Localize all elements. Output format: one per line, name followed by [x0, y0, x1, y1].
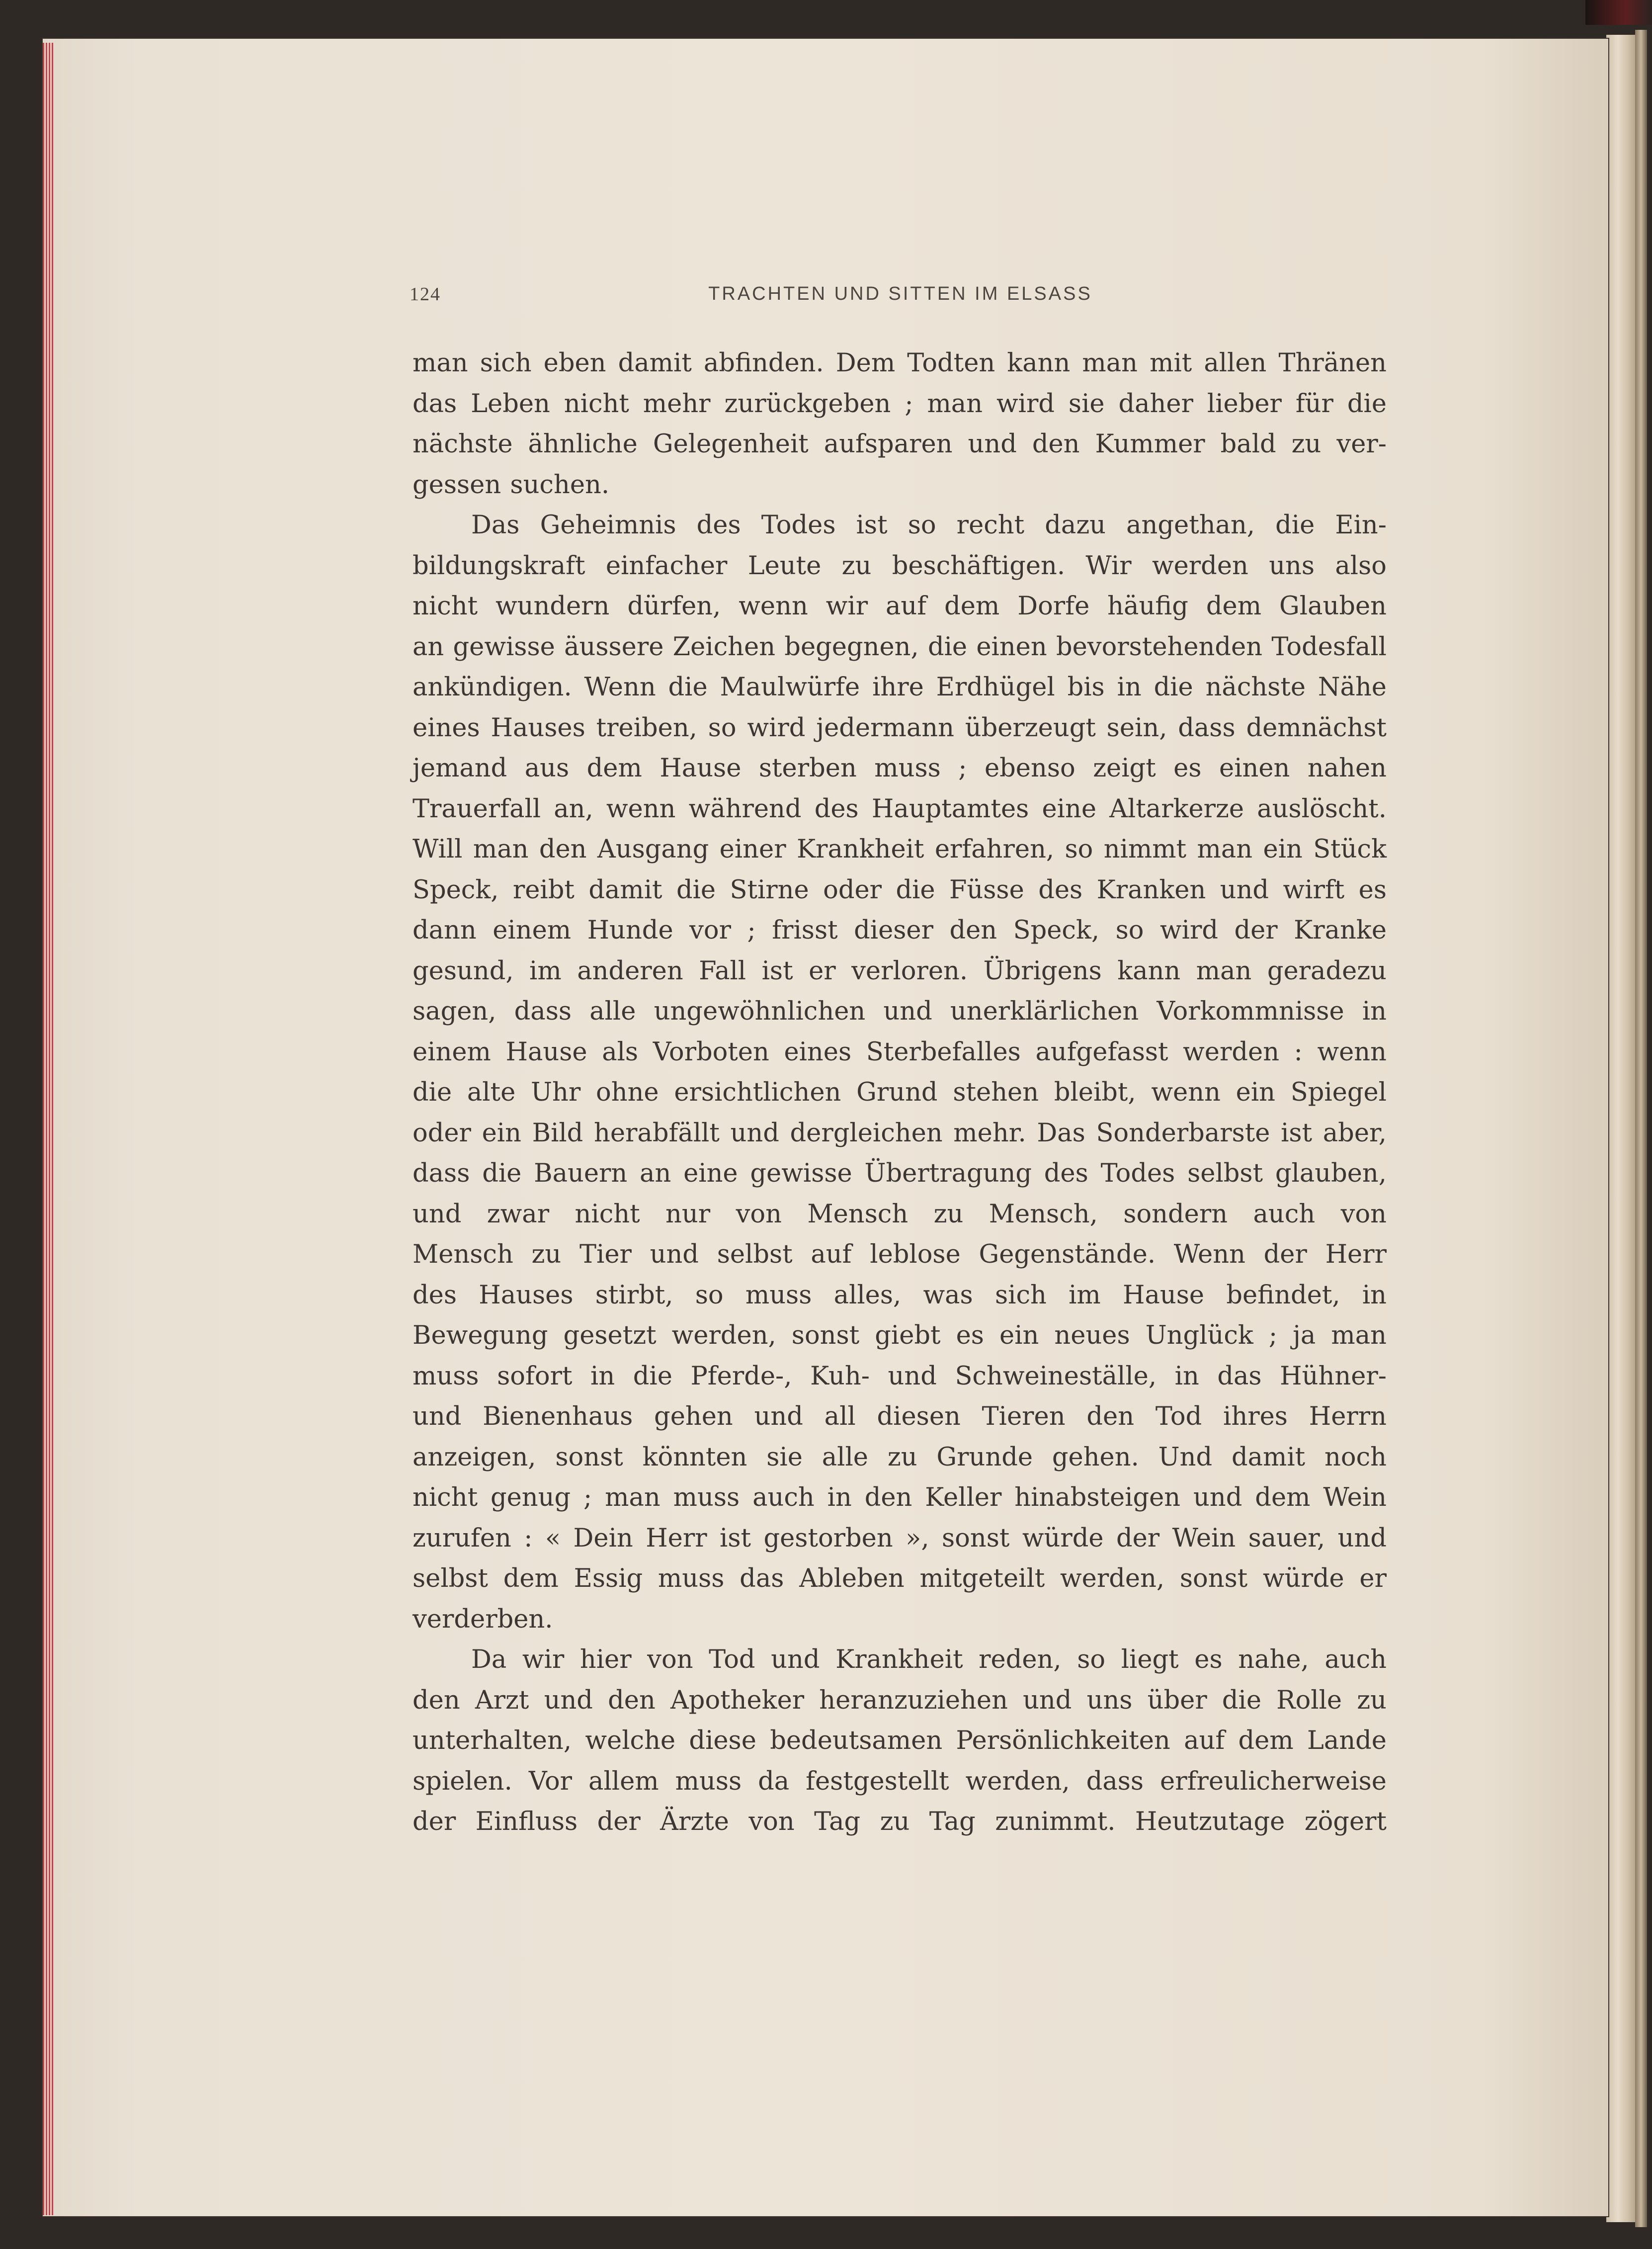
- body-text: [413, 343, 1387, 1842]
- text-line: man sich eben damit abfinden. Dem Todten kann man mit allen Thränen: [413, 348, 1387, 378]
- text-line: das Leben nicht mehr zurückgeben ; man wird sie daher lieber für die: [413, 389, 1387, 419]
- text-line: zurufen : « Dein Herr ist gestorben », sonst würde der Wein sauer, und: [413, 1523, 1387, 1553]
- text-line: spielen. Vor allem muss da festgestellt werden, dass erfreulicherweise: [413, 1766, 1387, 1796]
- page-stack-edge-outer: [1635, 30, 1647, 2227]
- text-line: dass die Bauern an eine gewisse Übertragung des Todes selbst glauben,: [413, 1159, 1387, 1188]
- text-line: oder ein Bild herabfällt und dergleichen mehr. Das Sonderbarste ist aber,: [413, 1118, 1387, 1148]
- text-line: Da wir hier von Tod und Krankheit reden, so liegt es nahe, auch: [471, 1645, 1387, 1674]
- text-line: der Einfluss der Ärzte von Tag zu Tag zunimmt. Heutzutage zögert: [413, 1807, 1387, 1836]
- text-line: Speck, reibt damit die Stirne oder die Füsse des Kranken und wirft es: [413, 875, 1387, 905]
- text-line: unterhalten, welche diese bedeutsamen Persönlichkeiten auf dem Lande: [413, 1726, 1387, 1755]
- text-line: anzeigen, sonst könnten sie alle zu Grunde gehen. Und damit noch: [413, 1442, 1387, 1472]
- text-line: nicht wundern dürfen, wenn wir auf dem Dorfe häufig dem Glauben: [413, 592, 1387, 621]
- text-line: gesund, im anderen Fall ist er verloren. Übrigens kann man geradezu: [413, 956, 1387, 986]
- page-header: [410, 283, 1391, 313]
- text-line: einem Hause als Vorboten eines Sterbefalles aufgefasst werden : wenn: [413, 1037, 1387, 1067]
- text-line: und Bienenhaus gehen und all diesen Tieren den Tod ihres Herrn: [413, 1402, 1387, 1431]
- text-line: Will man den Ausgang einer Krankheit erfahren, so nimmt man ein Stück: [413, 835, 1387, 864]
- red-page-edge: [43, 43, 54, 2215]
- text-line: jemand aus dem Hause sterben muss ; ebenso zeigt es einen nahen: [413, 754, 1387, 783]
- text-line: Bewegung gesetzt werden, sonst giebt es ein neues Unglück ; ja man: [413, 1321, 1387, 1350]
- text-line: die alte Uhr ohne ersichtlichen Grund stehen bleibt, wenn ein Spiegel: [413, 1078, 1387, 1107]
- text-line: und zwar nicht nur von Mensch zu Mensch, sondern auch von: [413, 1199, 1387, 1229]
- text-line: ankündigen. Wenn die Maulwürfe ihre Erdhügel bis in die nächste Nähe: [413, 673, 1387, 702]
- text-line: muss sofort in die Pferde-, Kuh- und Schweineställe, in das Hühner-: [413, 1361, 1387, 1391]
- text-line: verderben.: [413, 1604, 553, 1634]
- text-line: Trauerfall an, wenn während des Hauptamtes eine Altarkerze auslöscht.: [413, 794, 1387, 824]
- text-line: an gewisse äussere Zeichen begegnen, die einen bevorstehenden Todesfall: [413, 632, 1387, 662]
- text-line: sagen, dass alle ungewöhnlichen und unerklärlichen Vorkommnisse in: [413, 997, 1387, 1026]
- text-line: selbst dem Essig muss das Ableben mitgeteilt werden, sonst würde er: [413, 1564, 1387, 1593]
- text-line: nicht genug ; man muss auch in den Keller hinabsteigen und dem Wein: [413, 1483, 1387, 1512]
- text-line: gessen suchen.: [413, 470, 610, 500]
- text-line: des Hauses stirbt, so muss alles, was sich im Hause befindet, in: [413, 1280, 1387, 1310]
- text-line: Mensch zu Tier und selbst auf leblose Gegenstände. Wenn der Herr: [413, 1240, 1387, 1269]
- text-line: nächste ähnliche Gelegenheit aufsparen und den Kummer bald zu ver-: [413, 430, 1387, 459]
- text-line: bildungskraft einfacher Leute zu beschäftigen. Wir werden uns also: [413, 551, 1387, 581]
- running-title: TRACHTEN UND SITTEN IM ELSASS: [708, 283, 1092, 304]
- text-line: eines Hauses treiben, so wird jedermann überzeugt sein, dass demnächst: [413, 713, 1387, 743]
- text-line: Das Geheimnis des Todes ist so recht dazu angethan, die Ein-: [471, 511, 1387, 540]
- text-line: den Arzt und den Apotheker heranzuziehen und uns über die Rolle zu: [413, 1685, 1387, 1715]
- page-number: 124: [410, 284, 441, 305]
- binding-corner: [1585, 0, 1652, 25]
- page-stack-edge: [1606, 35, 1635, 2222]
- text-line: dann einem Hunde vor ; frisst dieser den Speck, so wird der Kranke: [413, 916, 1387, 945]
